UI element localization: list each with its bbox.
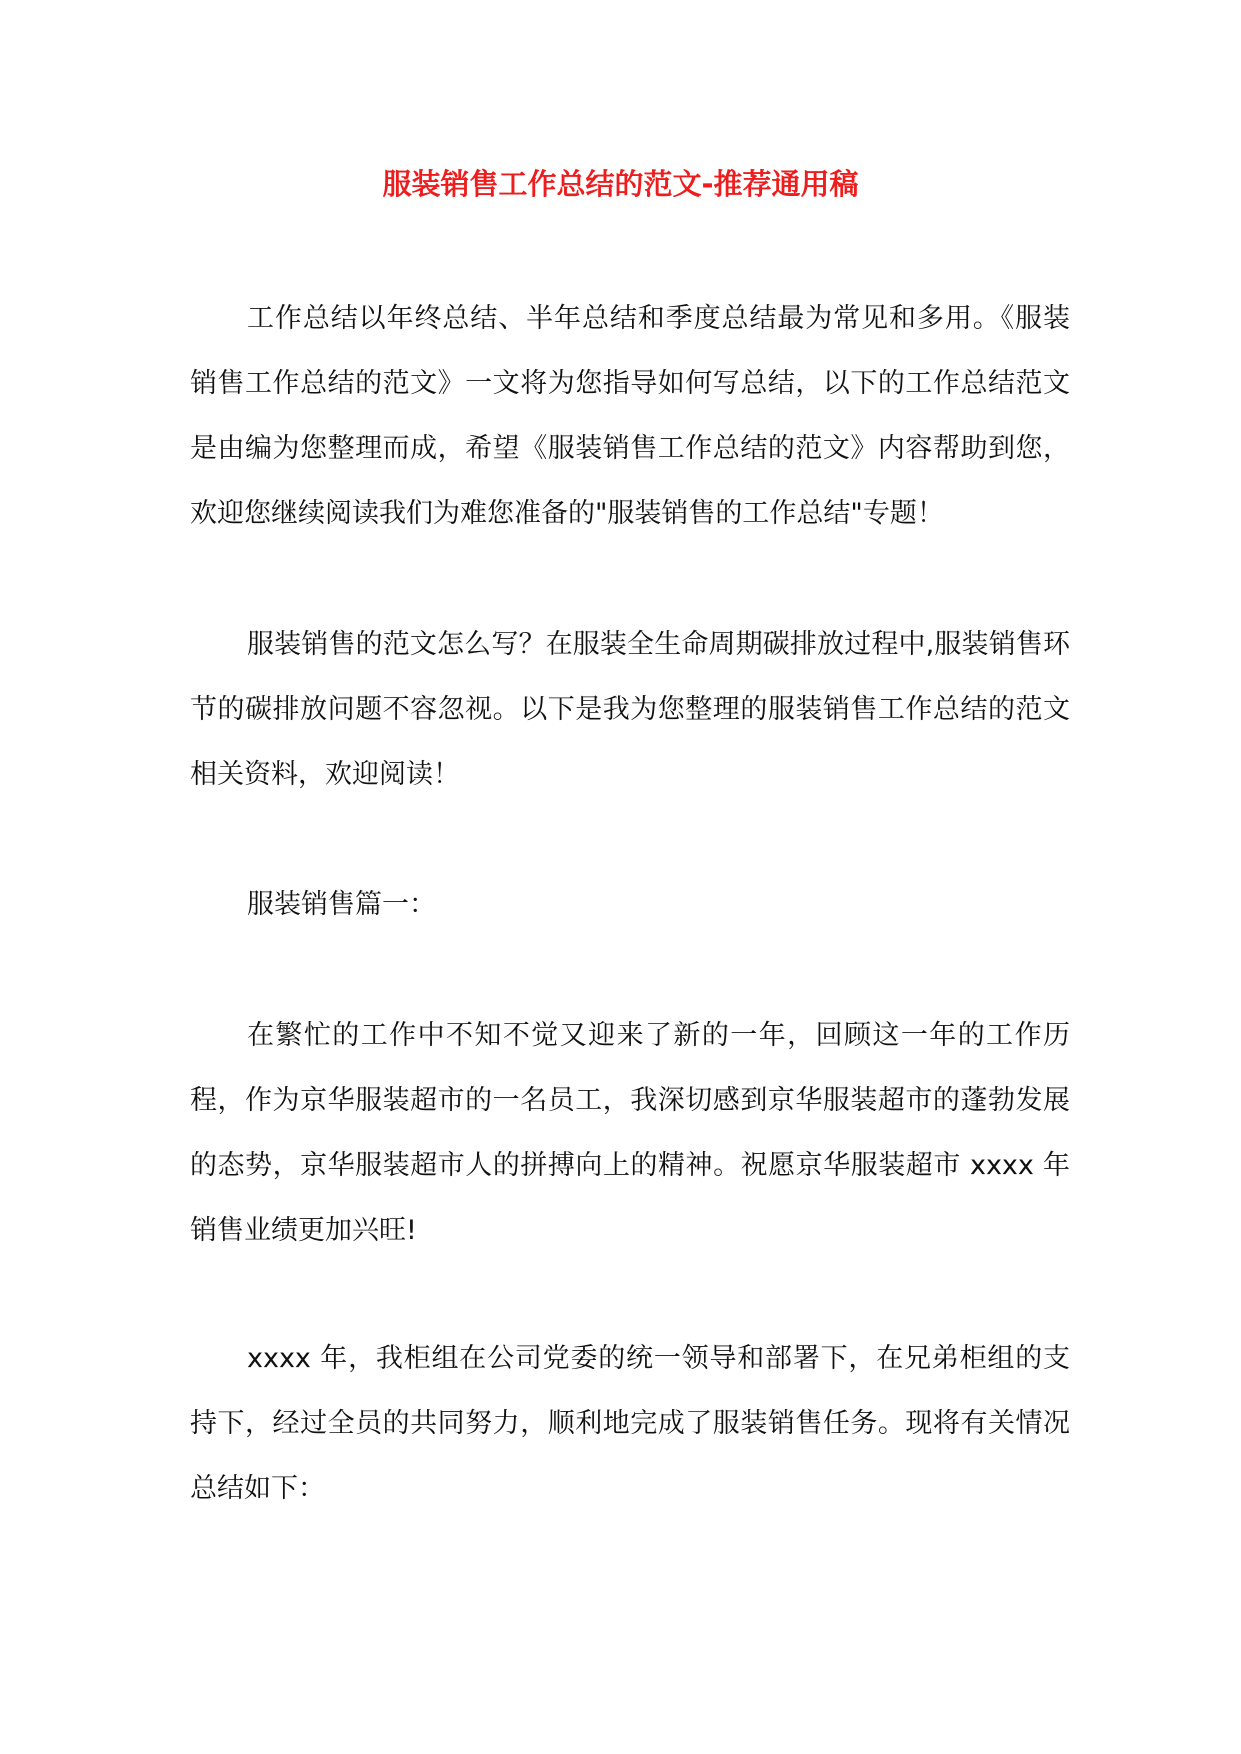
paragraph-summary-intro: xxxx 年，我柜组在公司党委的统一领导和部署下，在兄弟柜组的支持下，经过全员的共同努力，顺利地完成了服装销售任务。现将有关情况总结如下：: [190, 1343, 1070, 1504]
paragraph-how-to-write: 服装销售的范文怎么写？在服装全生命周期碳排放过程中,服装销售环节的碳排放问题不容忽视。以下是我为您整理的服装销售工作总结的范文相关资料，欢迎阅读！: [190, 629, 1070, 790]
paragraph-intro: 工作总结以年终总结、半年总结和季度总结最为常见和多用。《服装销售工作总结的范文》一文将为您指导如何写总结，以下的工作总结范文是由编为您整理而成，希望《服装销售工作总结的范文》内容帮助到您，欢迎您继续阅读我们为难您准备的"服装销售的工作总结"专题！: [190, 303, 1070, 529]
section-heading-part-one: 服装销售篇一：: [247, 889, 436, 920]
paragraph-review: 在繁忙的工作中不知不觉又迎来了新的一年，回顾这一年的工作历程，作为京华服装超市的一名员工，我深切感到京华服装超市的蓬勃发展的态势，京华服装超市人的拼搏向上的精神。祝愿京华服装超市 xxxx 年销售业绩更加兴旺!: [190, 1020, 1070, 1246]
document-title: 服装销售工作总结的范文-推荐通用稿: [382, 167, 859, 201]
